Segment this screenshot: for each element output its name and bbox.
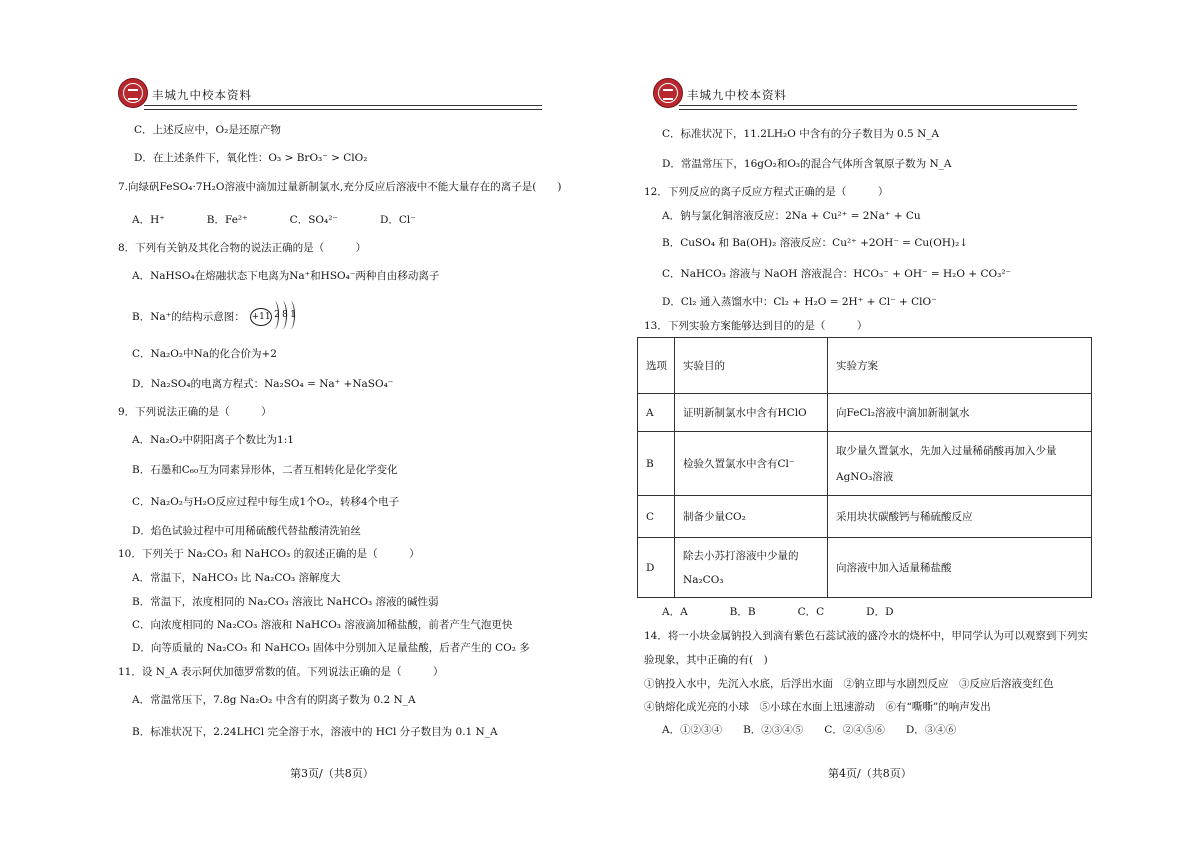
table-cell: 采用块状碳酸钙与稀硫酸反应	[828, 496, 1092, 538]
q9-stem: 9．下列说法正确的是（ ）	[118, 406, 272, 418]
q14-statements-1: ①钠投入水中，先沉入水底，后浮出水面 ②钠立即与水剧烈反应 ③反应后溶液变红色	[644, 678, 1054, 690]
table-cell: 向FeCl₂溶液中滴加新制氯水	[828, 394, 1092, 432]
q12-option-b: B．CuSO₄ 和 Ba(OH)₂ 溶液反应：Cu²⁺ +2OH⁻ = Cu(OH)₂↓	[662, 237, 969, 249]
page-header	[118, 78, 542, 108]
header-rule-thin	[144, 109, 542, 110]
q11-option-b: B．标准状况下，2.24LHCl 完全溶于水，溶液中的 HCl 分子数目为 0.1 N_A	[132, 726, 498, 738]
header-rule	[144, 105, 542, 106]
q9-option-b: B．石墨和C₆₀互为同素异形体，二者互相转化是化学变化	[132, 464, 398, 476]
q12-stem: 12．下列反应的离子反应方程式正确的是（ ）	[644, 186, 889, 198]
page-number-right: 第4页/（共8页）	[828, 767, 912, 780]
page-right	[600, 0, 1200, 848]
q10-option-d: D．向等质量的 Na₂CO₃ 和 NaHCO₃ 固体中分别加入足量盐酸，后者产生的 CO₂ 多	[132, 642, 530, 654]
shell-1-electrons: 2	[274, 310, 280, 320]
q6-option-d: D．在上述条件下，氧化性：O₃ > BrO₃⁻ > ClO₂	[134, 152, 368, 164]
q10-option-b: B．常温下，浓度相同的 Na₂CO₃ 溶液比 NaHCO₃ 溶液的碱性弱	[132, 596, 439, 608]
q14-stem-line2: 验现象，其中正确的有( )	[644, 654, 768, 666]
school-logo-icon	[118, 78, 148, 108]
table-cell: 证明新制氯水中含有HClO	[675, 394, 828, 432]
q12-option-a: A．钠与氯化铜溶液反应：2Na + Cu²⁺ = 2Na⁺ + Cu	[662, 210, 921, 222]
q12-option-d: D．Cl₂ 通入蒸馏水中：Cl₂ + H₂O = 2H⁺ + Cl⁻ + ClO⁻	[662, 296, 937, 308]
q14-options: A．①②③④ B．②③④⑤ C．②④⑤⑥ D．③④⑥	[662, 724, 957, 736]
q9-option-a: A．Na₂O₂中阴阳离子个数比为1:1	[132, 434, 294, 446]
table-cell: D	[638, 538, 675, 598]
q6-option-c: C．上述反应中，O₂是还原产物	[134, 124, 281, 136]
table-cell: 除去小苏打溶液中少量的Na₂CO₃	[675, 538, 828, 598]
table-cell: B	[638, 432, 675, 496]
school-name: 丰城九中校本资料	[152, 88, 252, 102]
q8-option-b-text: B．Na⁺的结构示意图：	[132, 311, 245, 323]
header-rule	[679, 105, 1077, 106]
header-rule-thin	[679, 109, 1077, 110]
q11-option-d: D．常温常压下，16gO₂和O₃的混合气体所含氧原子数为 N_A	[662, 158, 952, 170]
q14-statements-2: ④钠熔化成光亮的小球 ⑤小球在水面上迅速游动 ⑥有“嘶嘶”的响声发出	[644, 701, 991, 713]
school-name: 丰城九中校本资料	[687, 88, 787, 102]
table-cell: 向溶液中加入适量稀盐酸	[828, 538, 1092, 598]
q14-stem-line1: 14．将一小块金属钠投入到滴有紫色石蕊试液的盛冷水的烧杯中，甲同学认为可以观察到下列实	[644, 630, 1088, 642]
q10-stem: 10．下列关于 Na₂CO₃ 和 NaHCO₃ 的叙述正确的是（ ）	[118, 548, 420, 560]
sodium-ion-structure-diagram	[248, 307, 308, 327]
table-row	[638, 432, 1092, 496]
school-logo-icon	[653, 78, 683, 108]
table-row	[638, 496, 1092, 538]
table-cell: 检验久置氯水中含有Cl⁻	[675, 432, 828, 496]
q8-option-d: D．Na₂SO₄的电离方程式：Na₂SO₄ = Na⁺ +NaSO₄⁻	[132, 378, 394, 390]
table-header-purpose: 实验目的	[675, 338, 828, 394]
table-row	[638, 538, 1092, 598]
table-cell: C	[638, 496, 675, 538]
q11-option-a: A．常温常压下，7.8g Na₂O₂ 中含有的阴离子数为 0.2 N_A	[132, 694, 416, 706]
q11-stem: 11．设 N_A 表示阿伏加德罗常数的值。下列说法正确的是（ ）	[118, 666, 444, 678]
table-header-option: 选项	[638, 338, 675, 394]
q8-option-b	[132, 307, 308, 327]
q7-options: A．H⁺ B．Fe²⁺ C．SO₄²⁻ D．Cl⁻	[132, 214, 416, 226]
nucleus-charge: +11	[250, 308, 272, 326]
q11-option-c: C．标准状况下，11.2LH₂O 中含有的分子数目为 0.5 N_A	[662, 128, 940, 140]
shell-2-electrons: 8	[282, 310, 288, 320]
page-header	[653, 78, 1077, 108]
page-number-left: 第3页/（共8页）	[290, 767, 374, 780]
q8-option-a: A．NaHSO₄在熔融状态下电离为Na⁺和HSO₄⁻两种自由移动离子	[132, 270, 440, 282]
q13-table	[637, 337, 1092, 598]
table-cell: A	[638, 394, 675, 432]
q8-stem: 8．下列有关钠及其化合物的说法正确的是（ ）	[118, 242, 367, 254]
q13-stem: 13．下列实验方案能够达到目的的是（ ）	[644, 320, 868, 332]
shell-3-electrons: 1	[290, 310, 296, 320]
q10-option-c: C．向浓度相同的 Na₂CO₃ 溶液和 NaHCO₃ 溶液滴加稀盐酸，前者产生气泡更快	[132, 619, 513, 631]
q8-option-c: C．Na₂O₂中Na的化合价为+2	[132, 348, 277, 360]
q7-stem: 7.向绿矾FeSO₄·7H₂O溶液中滴加过量新制氯水,充分反应后溶液中不能大量存在的离子是( )	[118, 181, 562, 193]
q9-option-d: D．焰色试验过程中可用稀硫酸代替盐酸清洗铂丝	[132, 525, 361, 537]
table-header-row	[638, 338, 1092, 394]
table-cell: 取少量久置氯水，先加入过量稀硝酸再加入少量AgNO₃溶液	[828, 432, 1092, 496]
q12-option-c: C．NaHCO₃ 溶液与 NaOH 溶液混合：HCO₃⁻ + OH⁻ = H₂O + CO₃²⁻	[662, 268, 1012, 280]
table-row	[638, 394, 1092, 432]
q10-option-a: A．常温下，NaHCO₃ 比 Na₂CO₃ 溶解度大	[132, 572, 341, 584]
q9-option-c: C．Na₂O₂与H₂O反应过程中每生成1个O₂，转移4个电子	[132, 496, 400, 508]
table-header-plan: 实验方案	[828, 338, 1092, 394]
q13-options: A．A B．B C．C D．D	[662, 606, 894, 618]
table-cell: 制备少量CO₂	[675, 496, 828, 538]
